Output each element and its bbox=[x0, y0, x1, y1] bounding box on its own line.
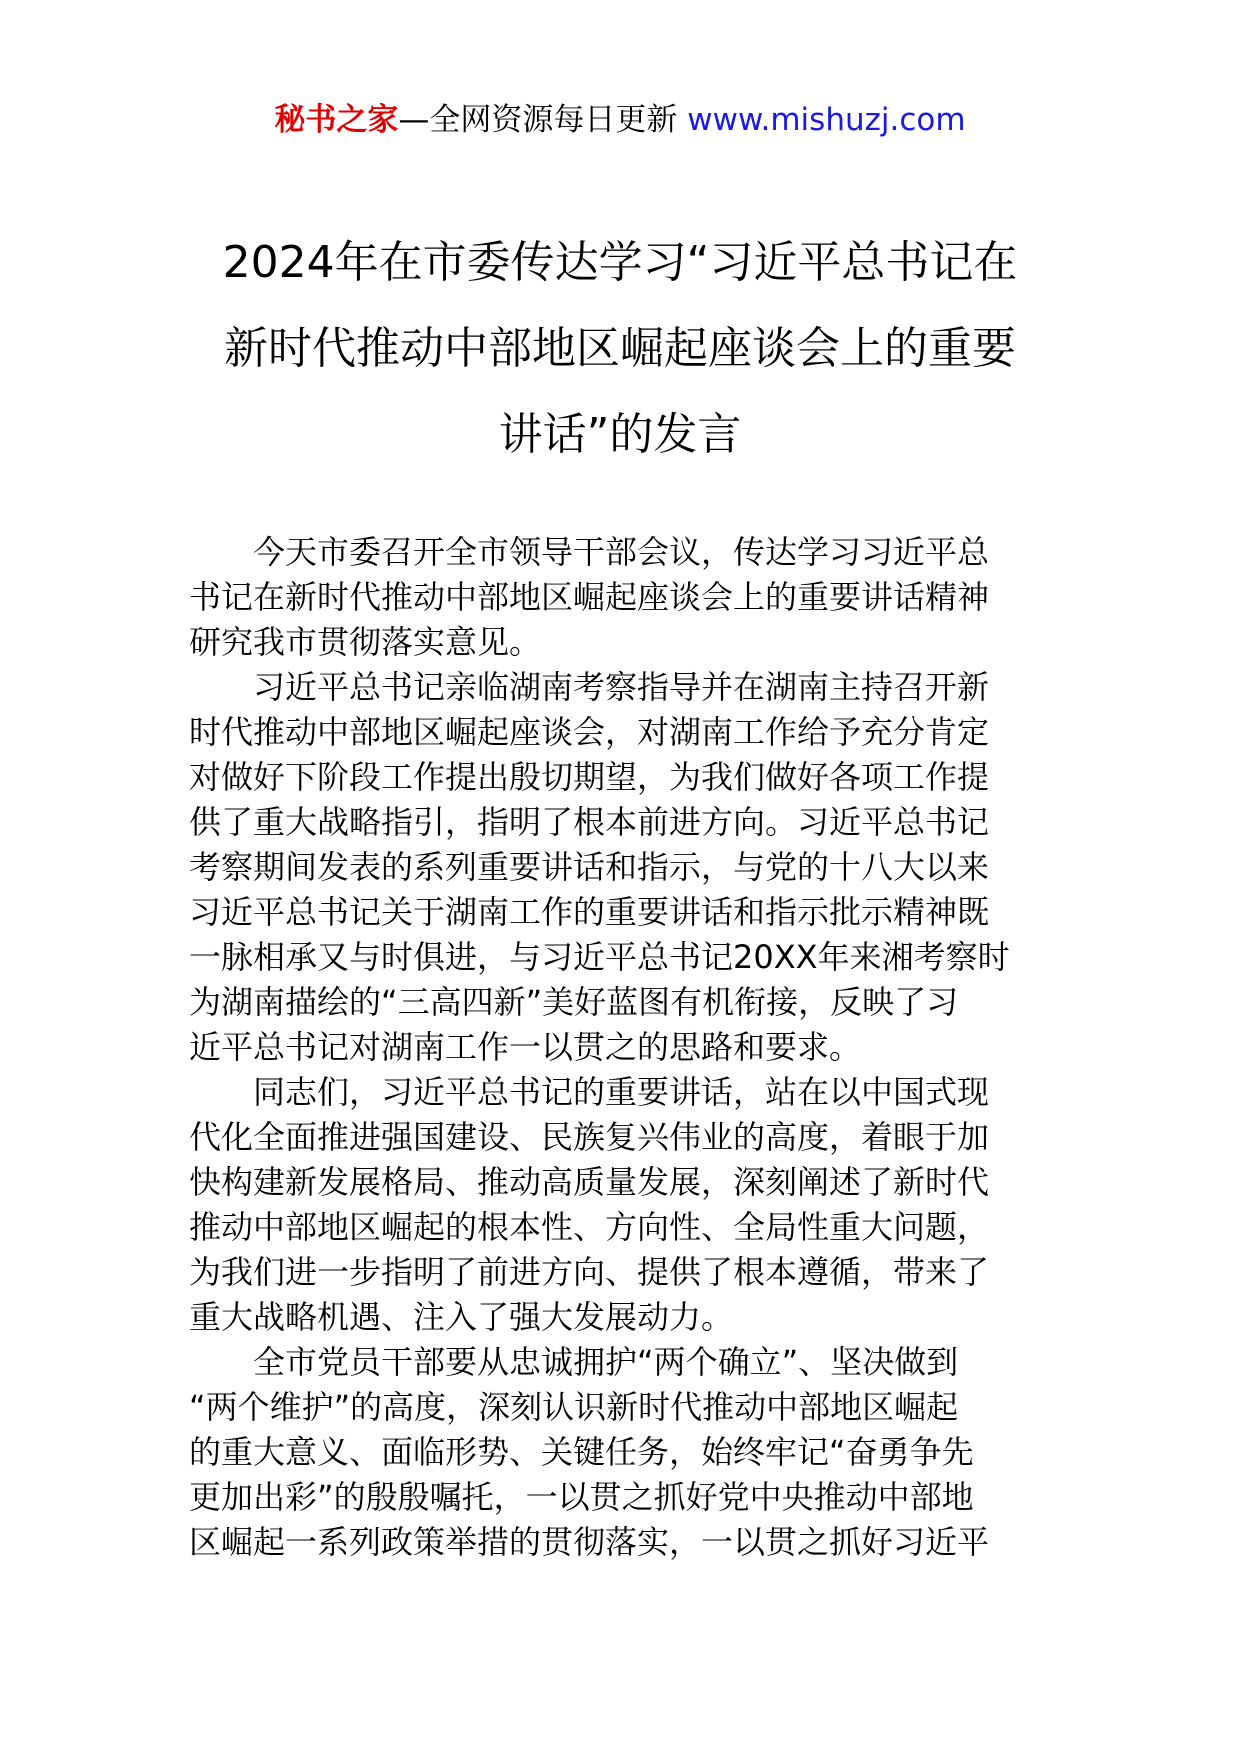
body-line: 快构建新发展格局、推动高质量发展，深刻阐述了新时代 bbox=[189, 1163, 990, 1201]
body-line: 为湖南描绘的“三高四新”美好蓝图有机衔接，反映了习 bbox=[189, 983, 959, 1021]
body-line: 为我们进一步指明了前进方向、提供了根本遵循，带来了 bbox=[189, 1253, 990, 1291]
body-line: 一脉相承又与时俱进，与习近平总书记20XX年来湘考察时 bbox=[189, 938, 1010, 976]
body-line: 同志们，习近平总书记的重要讲话，站在以中国式现 bbox=[253, 1073, 990, 1111]
body-line: 近平总书记对湖南工作一以贯之的思路和要求。 bbox=[189, 1028, 862, 1066]
body-line: 习近平总书记亲临湖南考察指导并在湖南主持召开新 bbox=[253, 668, 990, 706]
brand-name: 秘书之家 bbox=[274, 102, 399, 138]
body-line: “两个维护”的高度，深刻认识新时代推动中部地区崛起 bbox=[189, 1388, 959, 1426]
body-line: 全市党员干部要从忠诚拥护“两个确立”、坚决做到 bbox=[253, 1343, 959, 1381]
title-line: 新时代推动中部地区崛起座谈会上的重要 bbox=[224, 323, 1016, 374]
body-line: 研究我市贯彻落实意见。 bbox=[189, 623, 542, 661]
body-line: 书记在新时代推动中部地区崛起座谈会上的重要讲话精神 bbox=[189, 578, 990, 616]
site-header bbox=[0, 100, 1240, 140]
body-line: 习近平总书记关于湖南工作的重要讲话和指示批示精神既 bbox=[189, 893, 990, 931]
header-tagline: —全网资源每日更新 bbox=[398, 102, 688, 138]
document-title bbox=[170, 220, 1070, 478]
body-line: 今天市委召开全市领导干部会议，传达学习习近平总 bbox=[253, 533, 990, 571]
body-line: 代化全面推进强国建设、民族复兴伟业的高度，着眼于加 bbox=[189, 1118, 990, 1156]
document-body bbox=[189, 530, 1059, 1565]
body-line: 考察期间发表的系列重要讲话和指示，与党的十八大以来 bbox=[189, 848, 990, 886]
title-line: 讲话”的发言 bbox=[498, 409, 742, 460]
body-line: 对做好下阶段工作提出殷切期望，为我们做好各项工作提 bbox=[189, 758, 990, 796]
body-line: 更加出彩”的殷殷嘱托，一以贯之抓好党中央推动中部地 bbox=[189, 1478, 974, 1516]
website-link[interactable]: www.mishuzj.com bbox=[687, 102, 966, 138]
body-line: 推动中部地区崛起的根本性、方向性、全局性重大问题， bbox=[189, 1208, 990, 1246]
body-line: 供了重大战略指引，指明了根本前进方向。习近平总书记 bbox=[189, 803, 990, 841]
title-line: 2024年在市委传达学习“习近平总书记在 bbox=[222, 237, 1018, 288]
body-line: 的重大意义、面临形势、关键任务，始终牢记“奋勇争先 bbox=[189, 1433, 974, 1471]
body-line: 时代推动中部地区崛起座谈会，对湖南工作给予充分肯定 bbox=[189, 713, 990, 751]
body-line: 重大战略机遇、注入了强大发展动力。 bbox=[189, 1298, 734, 1336]
body-line: 区崛起一系列政策举措的贯彻落实，一以贯之抓好习近平 bbox=[189, 1523, 990, 1561]
